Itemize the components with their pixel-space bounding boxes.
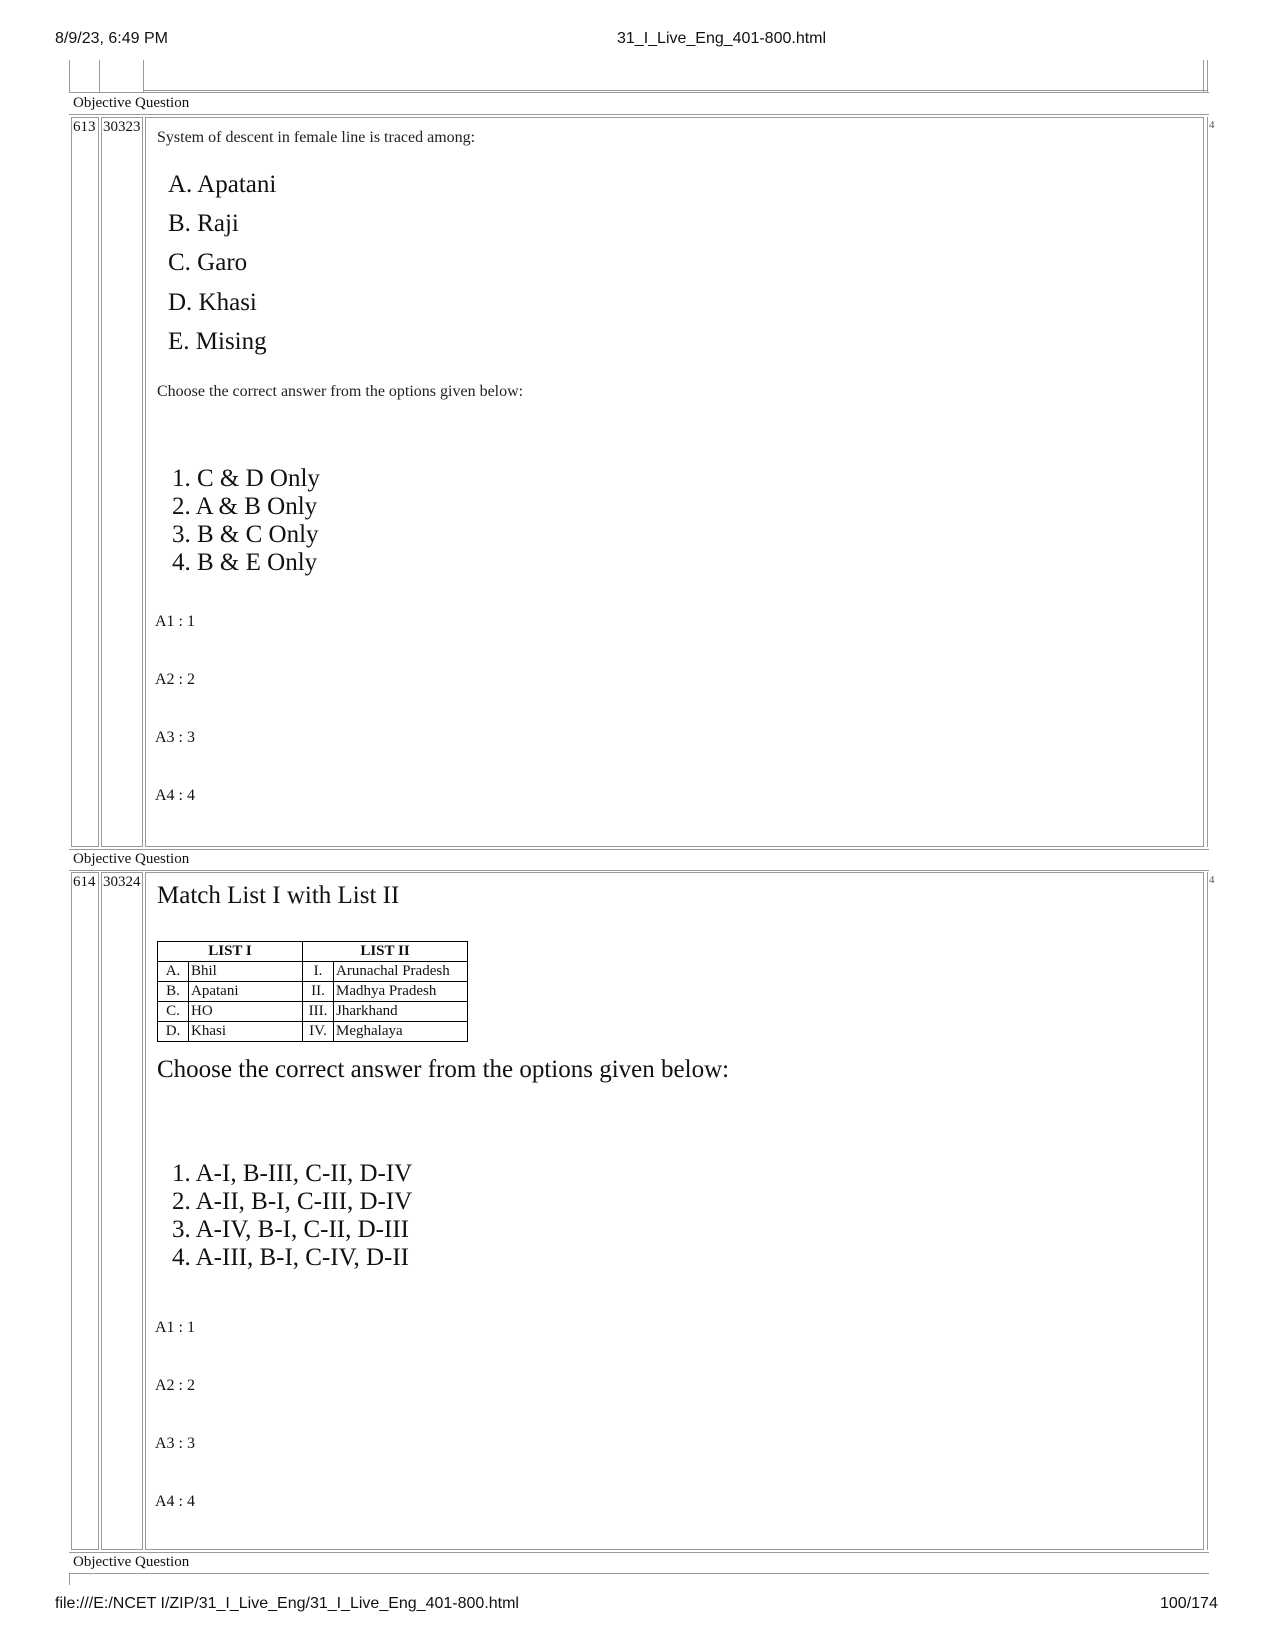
table-border <box>69 60 70 92</box>
answer-key: A3 : 3 <box>155 729 195 746</box>
question-serial: 614 <box>73 874 96 890</box>
answer-key: A4 : 4 <box>155 787 195 804</box>
table-row <box>158 962 468 982</box>
list-one-key: B. <box>158 982 189 1002</box>
answer-key: A3 : 3 <box>155 1435 195 1452</box>
table-row <box>158 1022 468 1042</box>
question-serial: 613 <box>73 119 96 135</box>
table-border <box>1203 60 1204 92</box>
print-datetime: 8/9/23, 6:49 PM <box>55 30 168 47</box>
list-two-key: II. <box>303 982 334 1002</box>
statement: E. Mising <box>168 328 267 355</box>
table-border <box>69 92 1209 93</box>
instruction-text: Choose the correct answer from the options given below: <box>157 383 524 400</box>
table-border <box>69 1573 70 1585</box>
statement: A. Apatani <box>168 171 277 198</box>
instruction-text: Choose the correct answer from the options given below: <box>157 1056 730 1083</box>
serial-cell <box>71 117 99 847</box>
print-file-path: file:///E:/NCET I/ZIP/31_I_Live_Eng/31_I_Live_Eng_401-800.html <box>55 1595 519 1612</box>
answer-choice: 2. A & B Only <box>172 493 318 520</box>
table-border <box>99 60 100 92</box>
list-two-value: Arunachal Pradesh <box>334 962 468 982</box>
table-row <box>158 1002 468 1022</box>
answer-key: A1 : 1 <box>155 1319 195 1336</box>
table-border <box>69 1552 1209 1553</box>
list-two-key: III. <box>303 1002 334 1022</box>
statement: D. Khasi <box>168 289 257 316</box>
print-page-number: 100/174 <box>1160 1595 1218 1612</box>
list-one-value: HO <box>189 1002 303 1022</box>
table-border <box>143 90 1207 91</box>
list-one-key: D. <box>158 1022 189 1042</box>
list-two-value: Madhya Pradesh <box>334 982 468 1002</box>
list-one-value: Apatani <box>189 982 303 1002</box>
list-two-value: Meghalaya <box>334 1022 468 1042</box>
match-table <box>157 941 468 1042</box>
list-one-value: Khasi <box>189 1022 303 1042</box>
answer-choices <box>172 1160 412 1272</box>
statement: B. Raji <box>168 210 239 237</box>
answer-choice: 4. A-III, B-I, C-IV, D-II <box>172 1244 409 1271</box>
list-two-key: I. <box>303 962 334 982</box>
list-one-key: A. <box>158 962 189 982</box>
question-text: System of descent in female line is traced among: <box>157 129 476 146</box>
table-border <box>143 60 144 92</box>
answer-choice: 3. A-IV, B-I, C-II, D-III <box>172 1216 409 1243</box>
id-cell <box>101 117 143 847</box>
answer-choice: 1. A-I, B-III, C-II, D-IV <box>172 1160 413 1187</box>
cell-edge-marker: 4 <box>1209 119 1215 131</box>
cell-edge-marker: 4 <box>1209 874 1215 886</box>
table-border <box>69 870 1209 871</box>
section-label: Objective Question <box>73 851 190 867</box>
question-text: Match List I with List II <box>157 882 400 909</box>
list-two-key: IV. <box>303 1022 334 1042</box>
answer-key: A4 : 4 <box>155 1493 195 1510</box>
table-border <box>1207 60 1208 92</box>
table-border <box>69 114 1209 115</box>
answer-key: A1 : 1 <box>155 613 195 630</box>
statement: C. Garo <box>168 249 248 276</box>
print-title: 31_I_Live_Eng_401-800.html <box>617 30 827 47</box>
answer-choice: 2. A-II, B-I, C-III, D-IV <box>172 1188 413 1215</box>
answer-choices <box>172 465 320 577</box>
list-two-header: LIST II <box>303 942 468 962</box>
section-label: Objective Question <box>73 95 190 111</box>
table-row <box>158 982 468 1002</box>
list-one-value: Bhil <box>189 962 303 982</box>
serial-cell <box>71 872 99 1550</box>
table-border <box>69 1573 1209 1574</box>
section-label: Objective Question <box>73 1554 190 1570</box>
list-one-key: C. <box>158 1002 189 1022</box>
list-one-header: LIST I <box>158 942 303 962</box>
table-border <box>1207 872 1208 1550</box>
list-two-value: Jharkhand <box>334 1002 468 1022</box>
table-border <box>69 849 1209 850</box>
answer-choice: 4. B & E Only <box>172 549 318 576</box>
answer-choice: 1. C & D Only <box>172 465 320 492</box>
id-cell <box>101 872 143 1550</box>
answer-key: A2 : 2 <box>155 1377 195 1394</box>
answer-key: A2 : 2 <box>155 671 195 688</box>
question-id: 30323 <box>103 119 141 135</box>
match-table-header <box>158 942 468 962</box>
table-border <box>1207 117 1208 847</box>
answer-choice: 3. B & C Only <box>172 521 319 548</box>
question-id: 30324 <box>103 874 141 890</box>
